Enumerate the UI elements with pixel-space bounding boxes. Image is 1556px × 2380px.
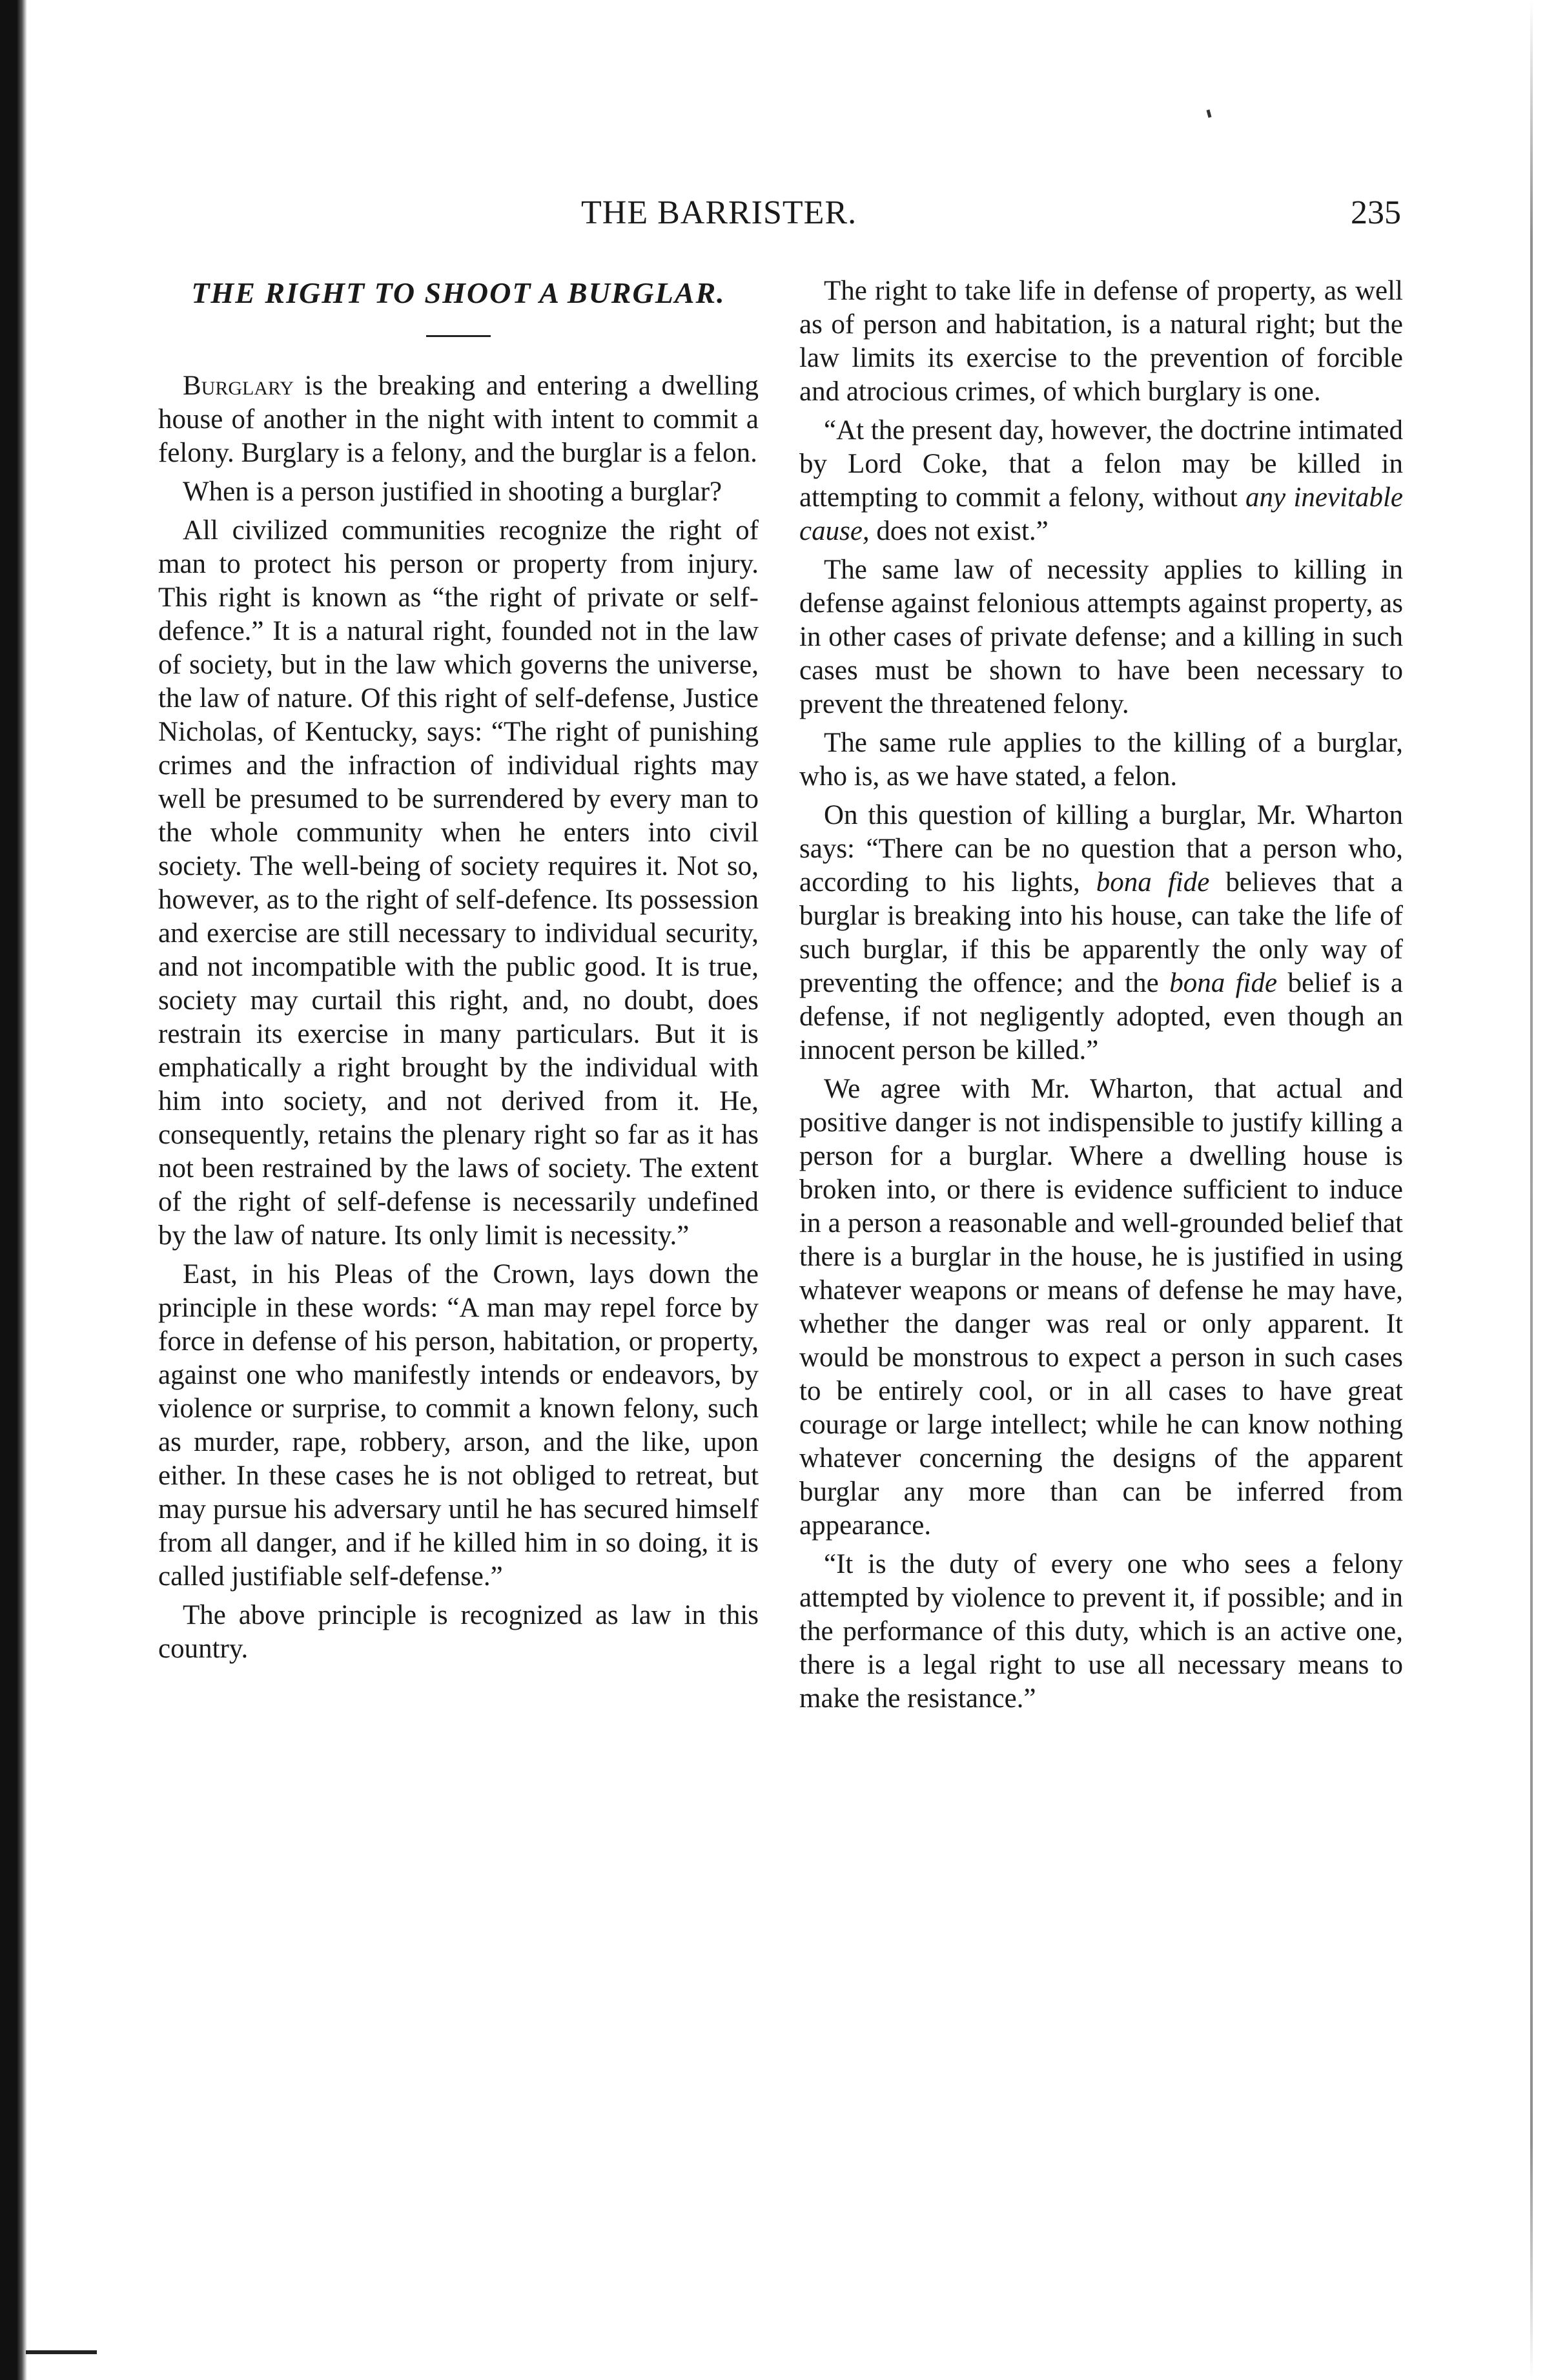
- paragraph-coke-quote: [799, 414, 1403, 548]
- lead-paragraph: [158, 369, 759, 470]
- paragraph: The same law of necessity applies to killing in defense against felonious attempts against property, as in other cases of private defense; and a killing in such cases must be shown to have been necessary to prevent the threatened felony.: [799, 555, 1403, 719]
- text-run: belief is a defense, if not negligently adopted, even though an innocent person be killed.”: [799, 968, 1403, 1065]
- text-run: “At the present day, however, the doctrine intimated by Lord Coke, that a felon may be killed in attempting to commit a felony, without: [799, 415, 1403, 513]
- paragraph-wharton-quote: [799, 799, 1403, 1067]
- right-column: [799, 274, 1403, 1721]
- paragraph: The same rule applies to the killing of a burglar, who is, as we have stated, a felon.: [799, 728, 1403, 792]
- text-run: On this question of killing a burglar, Mr. Wharton says: “There can be no question that a person who, according to his lights,: [799, 800, 1403, 898]
- italic-run: bona fide: [1169, 968, 1278, 998]
- paragraph: The right to take life in defense of property, as well as of person and habitation, is a natural right; but the law limits its exercise to the prevention of forcible and atrocious crimes, of which burglary is one.: [799, 276, 1403, 407]
- paragraph: When is a person justified in shooting a burglar?: [183, 477, 722, 507]
- paragraph: All civilized communities recognize the right of man to protect his person or property from injury. This right is known as “the right of private or self-defence.” It is a natural right, founded not in the law of society, but in the law which governs the universe, the law of nature. Of this right of self-defense, Justice Nicholas, of Kentucky, says: “The right of punishing crimes and the infraction of individual rights may well be presumed to be surrendered by every man to the whole community when he enters into civil society. The well-being of society requires it. Not so, however, as to the right of self-defence. Its possession and exercise are still necessary to individual security, and not incompatible with the public good. It is true, society may curtail this right, and, no doubt, does restrain its exercise in many particulars. But it is emphatically a right brought by the individual with him into society, and not derived from it. He, consequently, retains the plenary right so far as it has not been restrained by the laws of society. The extent of the right of self-defense is necessarily undefined by the law of nature. Its only limit is necessity.”: [158, 515, 759, 1251]
- paragraph: We agree with Mr. Wharton, that actual and positive danger is not indispensible to justify killing a person for a burglar. Where a dwelling house is broken into, or there is evidence sufficient to induce in a person a reasonable and well-grounded belief that there is a burglar in the house, he is justified in using whatever weapons or means of defense he may have, whether the danger was real or only apparent. It would be monstrous to expect a person in such cases to be entirely cool, or in all cases to have great courage or large intellect; while he can know nothing whatever concerning the designs of the apparent burglar any more than can be inferred from appearance.: [799, 1074, 1403, 1541]
- scan-binding-edge: [0, 0, 27, 2380]
- paragraph: “It is the duty of every one who sees a felony attempted by violence to prevent it, if possible; and in the performance of this duty, which is an active one, there is a legal right to use all necessary means to make the resistance.”: [799, 1549, 1403, 1714]
- running-title: THE BARRISTER.: [581, 194, 857, 231]
- italic-run: any inevitable cause,: [799, 482, 1403, 546]
- text-run: does not exist.”: [869, 516, 1049, 546]
- page-number: 235: [1351, 194, 1401, 231]
- lead-word: Burglary: [183, 371, 294, 401]
- left-column: [158, 274, 759, 1671]
- italic-run: bona fide: [1096, 867, 1210, 898]
- paragraph: East, in his Pleas of the Crown, lays down the principle in these words: “A man may repel force by force in defense of his person, habitation, or property, against one who manifestly intends or endeavors, by violence or surprise, to commit a known felony, such as murder, rape, robbery, arson, and the like, upon either. In these cases he is not obliged to retreat, but may pursue his adversary until he has secured himself from all danger, and if he killed him in so doing, it is called justifiable self-defense.”: [158, 1259, 759, 1592]
- paragraph: The above principle is recognized as law in this country.: [158, 1600, 759, 1664]
- scan-speck: [1207, 110, 1212, 118]
- text-run: believes that a burglar is breaking into his house, can take the life of such burglar, if this be apparently the only way of preventing the offence; and the: [799, 867, 1403, 998]
- title-rule: [426, 335, 491, 337]
- article-title: THE RIGHT TO SHOOT A BURGLAR.: [191, 276, 726, 309]
- scan-right-edge: [1530, 0, 1533, 2380]
- scan-binding-foot: [26, 2350, 97, 2354]
- lead-text: is the breaking and entering a dwelling house of another in the night with intent to commit a felony. Burglary is a felony, and the burglar is a felon.: [158, 371, 759, 468]
